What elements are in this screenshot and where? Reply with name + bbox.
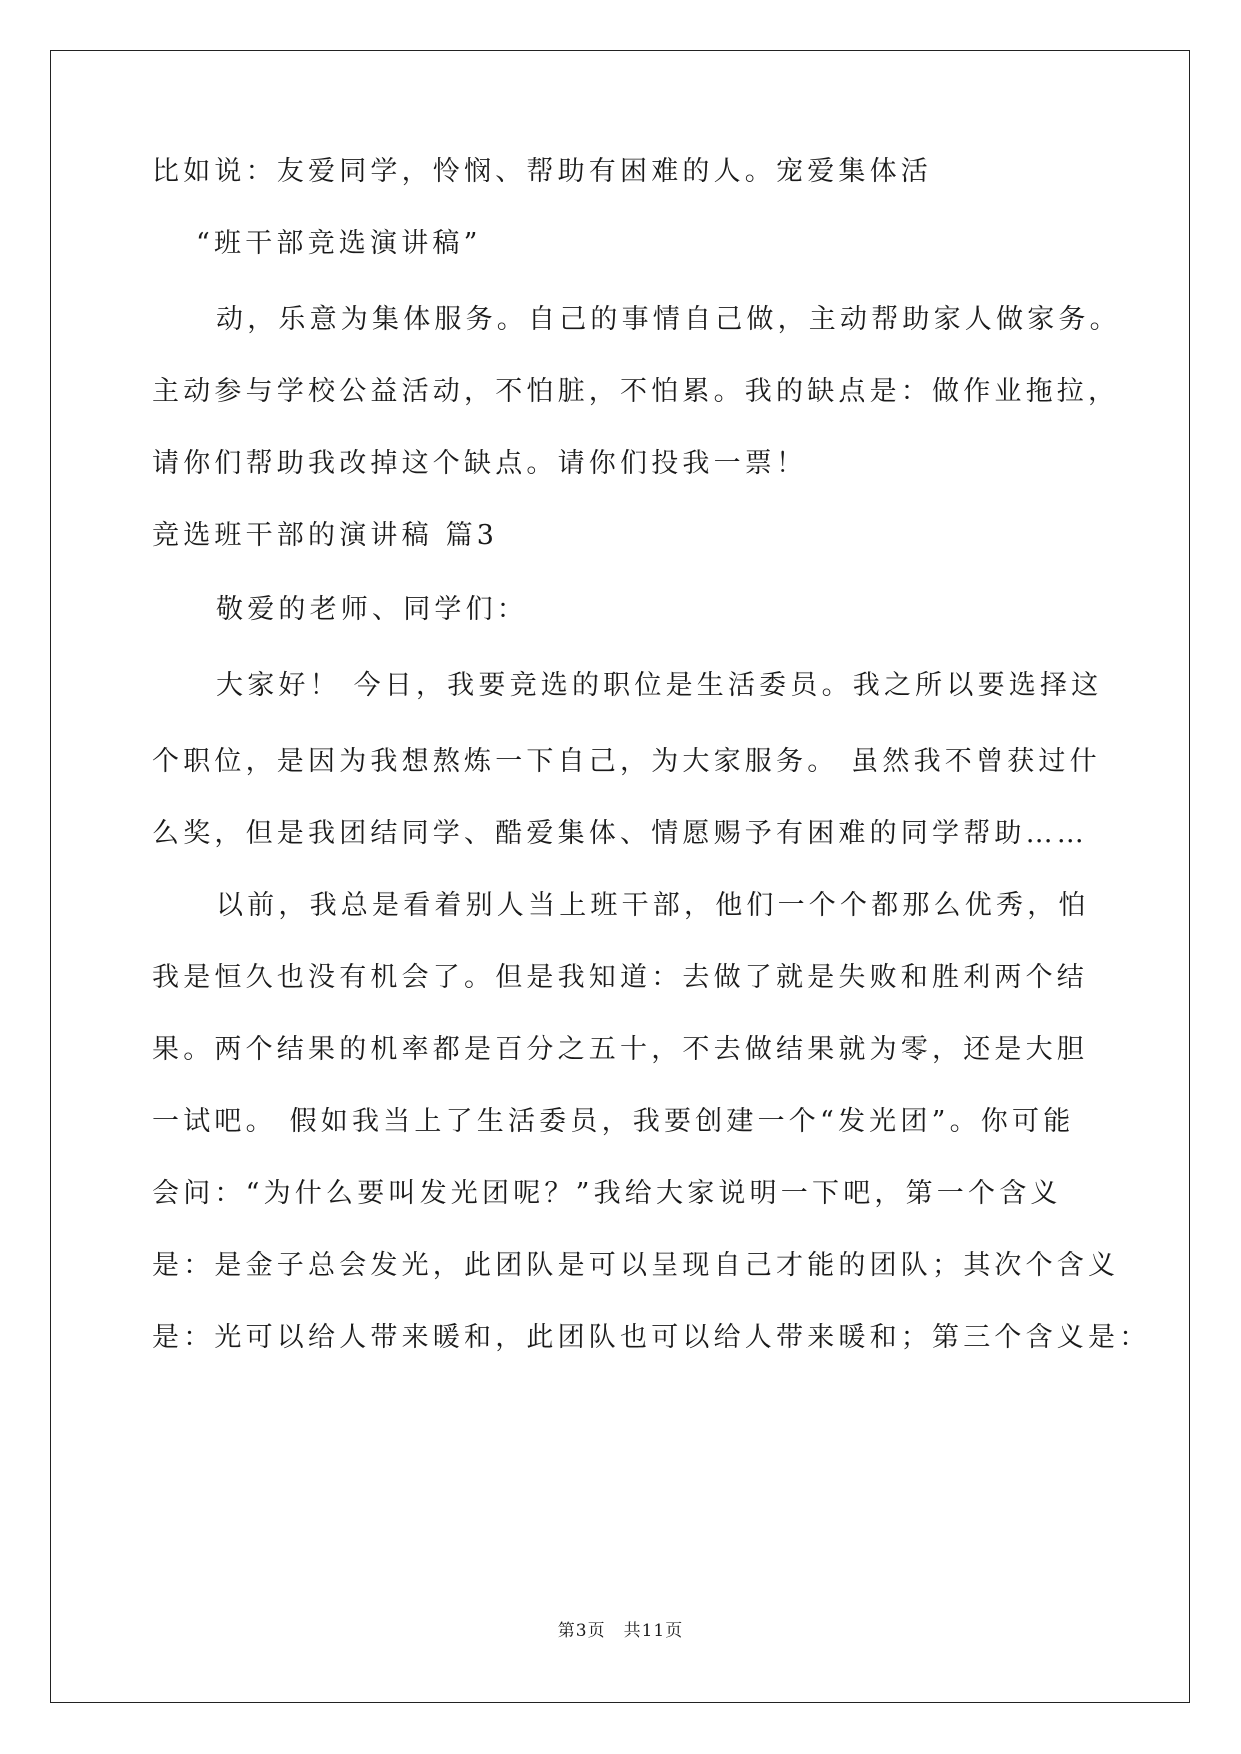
page-border — [50, 50, 1190, 1703]
text-line: 是：光可以给人带来暖和，此团队也可以给人带来暖和；第三个含义是： — [152, 1322, 1151, 1353]
text-line: 我是恒久也没有机会了。但是我知道：去做了就是失败和胜利两个结 — [152, 962, 1088, 993]
text-line: 会问：“为什么要叫发光团呢？”我给大家说明一下吧，第一个含义 — [152, 1178, 1062, 1209]
text-line: 动，乐意为集体服务。自己的事情自己做，主动帮助家人做家务。 — [216, 304, 1121, 335]
text-line: 请你们帮助我改掉这个缺点。请你们投我一票！ — [152, 448, 808, 479]
text-line: 个职位，是因为我想熬炼一下自己，为大家服务。 虽然我不曾获过什 — [152, 746, 1101, 777]
text-line: 主动参与学校公益活动，不怕脏，不怕累。我的缺点是：做作业拖拉， — [152, 376, 1120, 407]
quoted-title-line: “班干部竞选演讲稿” — [196, 228, 482, 259]
text-line: 比如说：友爱同学，怜悯、帮助有困难的人。宠爱集体活 — [152, 156, 932, 187]
text-line: 果。两个结果的机率都是百分之五十，不去做结果就为零，还是大胆 — [152, 1034, 1088, 1065]
section-heading: 竞选班干部的演讲稿 篇3 — [152, 520, 499, 551]
text-line: 以前，我总是看着别人当上班干部，他们一个个都那么优秀，怕 — [216, 890, 1090, 921]
text-line: 么奖，但是我团结同学、酷爱集体、情愿赐予有困难的同学帮助…… — [152, 818, 1088, 849]
text-line: 是：是金子总会发光，此团队是可以呈现自己才能的团队；其次个含义 — [152, 1250, 1120, 1281]
text-line: 大家好！ 今日，我要竞选的职位是生活委员。我之所以要选择这 — [216, 670, 1103, 701]
page-number-footer: 第3页 共11页 — [557, 1621, 684, 1641]
text-line: 一试吧。 假如我当上了生活委员，我要创建一个“发光团”。你可能 — [152, 1106, 1075, 1137]
greeting-line: 敬爱的老师、同学们： — [216, 594, 528, 625]
